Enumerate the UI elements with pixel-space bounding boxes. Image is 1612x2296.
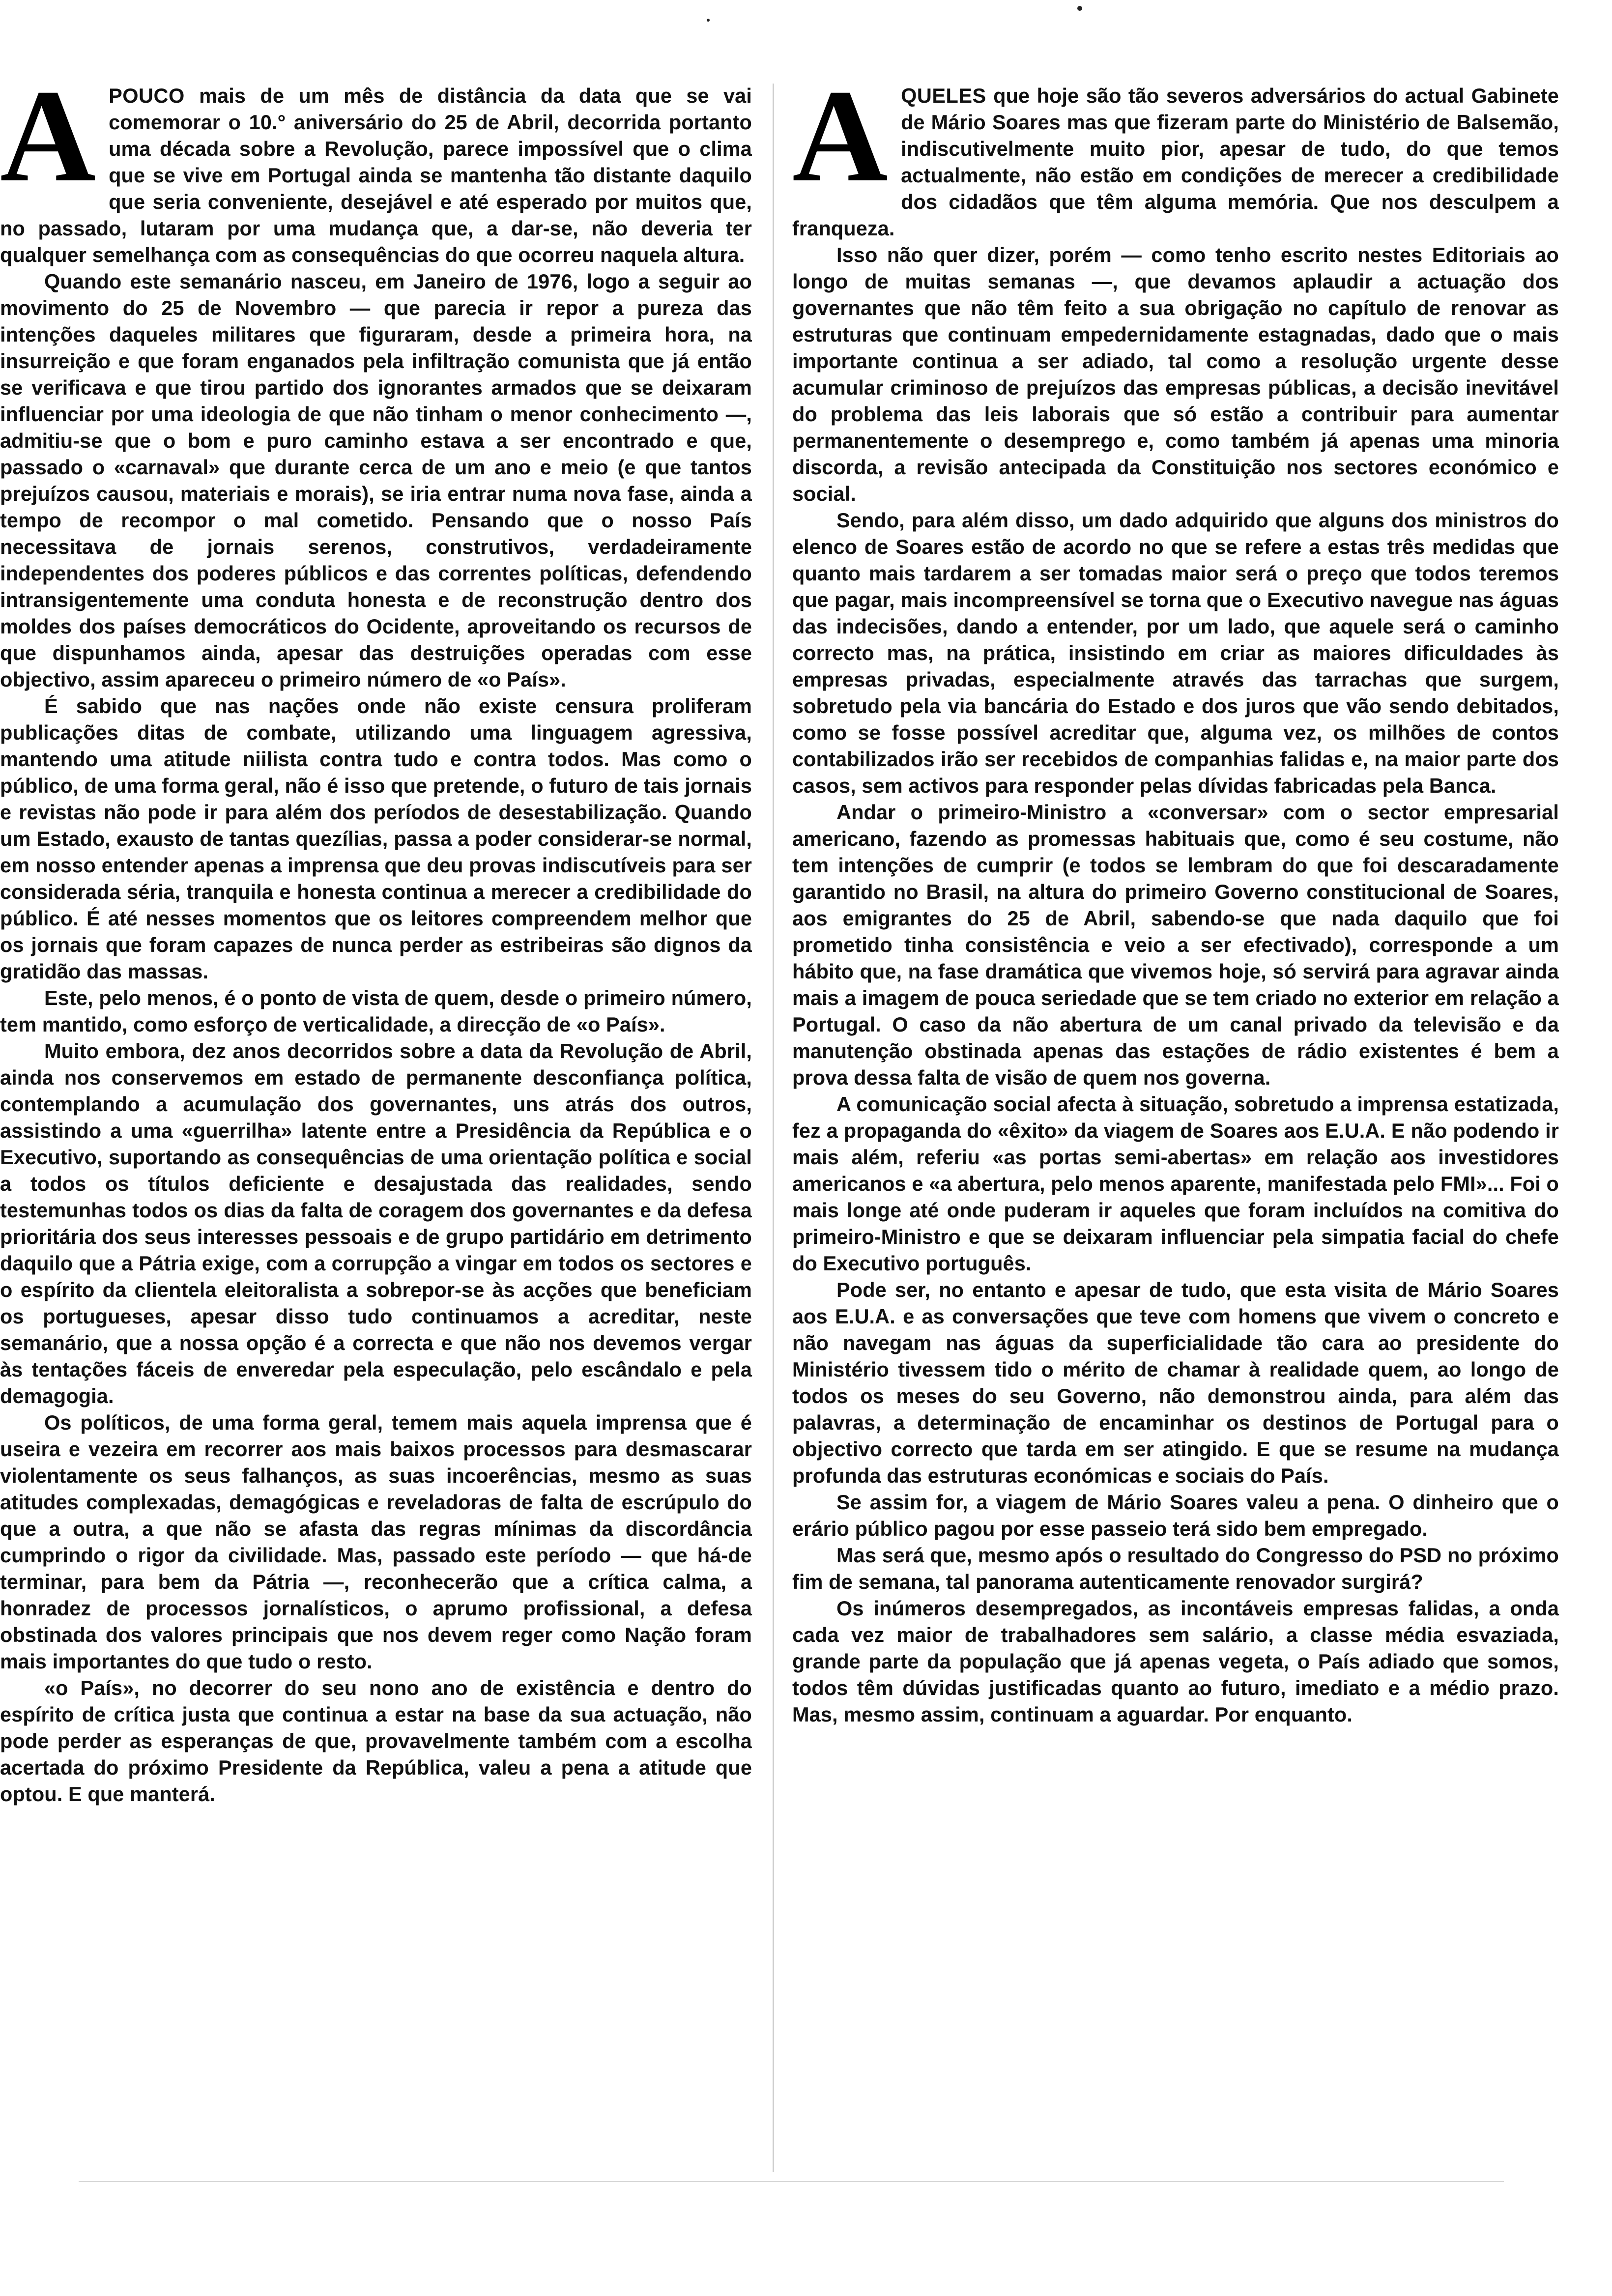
left-lead-text: mais de um mês de distância da data que se vai comemorar o 10.° aniversário do 25 de Abril, decorrida portanto uma década sobre a Revolução, parece impossível que o clima que se vive em Portugal ainda se mantenha tão distante daquilo que seria conveniente, desejável e até esperado por muitos que, no passado, lutaram por uma mudança que, a dar-se, não deveria ter qualquer semelhança com as consequências do que ocorreu naquela altura. bbox=[0, 84, 752, 266]
left-paragraph: Muito embora, dez anos decorridos sobre a data da Revolução de Abril, ainda nos conservemos em estado de permanente desconfiança política, contemplando a acumulação dos governantes, uns atrás dos outros, assistindo a uma «guerrilha» latente entre a Presidência da República e o Executivo, suportando as consequências de uma orientação política e social a todos os títulos deficiente e desajustada das realidades, sendo testemunhas todos os dias da falta de coragem dos governantes e da defesa prioritária dos seus interesses pessoais e de grupo partidário em detrimento daquilo que a Pátria exige, com a corrupção a vingar em todos os sectores e o espírito da clientela eleitoralista a sobrepor-se às acções que beneficiam os portugueses, apesar disso tudo continuamos a acreditar, neste semanário, que a nossa opção é a correcta e que não nos devemos vergar às tentações fáceis de enveredar pela especulação, pelo escândalo e pela demagogia. bbox=[0, 1039, 752, 1407]
left-paragraph: Este, pelo menos, é o ponto de vista de quem, desde o primeiro número, tem mantido, como esforço de verticalidade, a direcção de «o País». bbox=[0, 986, 752, 1036]
right-column bbox=[792, 62, 1559, 1728]
left-paragraph: «o País», no decorrer do seu nono ano de existência e dentro do espírito de crítica justa que continua a estar na base da sua actuação, não pode perder as esperanças de que, provavelmente também com a escolha acertada do próximo Presidente da República, valeu a pena a atitude que optou. E que manterá. bbox=[0, 1676, 752, 1806]
left-lead-paragraph bbox=[0, 62, 752, 268]
right-lead-text: que hoje são tão severos adversários do actual Gabinete de Mário Soares mas que fizeram parte do Ministério de Balsemão, indiscutivelmente muito pior, apesar de tudo, do que temos actualmente, não estão em condições de merecer a credibilidade dos cidadãos que têm alguma memória. Que nos desculpem a franqueza. bbox=[792, 84, 1559, 240]
right-lead-word: QUELES bbox=[901, 84, 986, 107]
left-paragraph: É sabido que nas nações onde não existe censura proliferam publicações ditas de combate, utilizando uma linguagem agressiva, mantendo uma atitude niilista contra tudo e contra todos. Mas como o público, de uma forma geral, não é isso que pretende, o futuro de tais jornais e revistas não pode ir para além dos períodos de desestabilização. Quando um Estado, exausto de tantas quezílias, passa a poder considerar-se normal, em nosso entender apenas a imprensa que deu provas indiscutíveis para ser considerada séria, tranquila e honesta continua a merecer a credibilidade do público. É até nesses momentos que os leitores compreendem melhor que os jornais que foram capazes de nunca perder as estribeiras são dignos da gratidão das massas. bbox=[0, 694, 752, 983]
left-paragraph: Quando este semanário nasceu, em Janeiro de 1976, logo a seguir ao movimento do 25 de Novembro — que parecia ir repor a pureza das intenções daqueles militares que figuraram, desde a primeira hora, na insurreição e que foram enganados pela infiltração comunista que já então se verificava e que tirou partido dos ignorantes armados que se deixaram influenciar por uma ideologia de que não tinham o menor conhecimento —, admitiu-se que o bom e puro caminho estava a ser encontrado e que, passado o «carnaval» que durante cerca de um ano e meio (e que tantos prejuízos causou, materiais e morais), se iria entrar numa nova fase, ainda a tempo de recompor o mal cometido. Pensando que o nosso País necessitava de jornais serenos, construtivos, verdadeiramente independentes dos poderes públicos e das correntes políticas, defendendo intransigentemente uma conduta honesta e de reconstrução dentro dos moldes dos países democráticos do Ocidente, aproveitando os recursos de que dispunhamos ainda, apesar das destruições operadas com esse objectivo, assim apareceu o primeiro número de «o País». bbox=[0, 270, 752, 691]
right-lead-paragraph bbox=[792, 62, 1559, 242]
left-paragraph: Os políticos, de uma forma geral, temem mais aquela imprensa que é useira e vezeira em recorrer aos mais baixos processos para desmascarar violentamente os seus falhanços, as suas incoerências, mesmo as suas atitudes complexadas, demagógicas e reveladoras de falta de escrúpulo do que a outra, a que não se afasta das regras mínimas da discordância cumprindo o rigor da civilidade. Mas, passado este período — que há-de terminar, para bem da Pátria —, reconhecerão que a crítica calma, a honradez de processos jornalísticos, o aprumo profissional, a defesa obstinada dos valores principais que nos devem reger como Nação foram mais importantes do que tudo o resto. bbox=[0, 1411, 752, 1673]
right-paragraph: Isso não quer dizer, porém — como tenho escrito nestes Editoriais ao longo de muitas semanas —, que devamos aplaudir a actuação dos governantes que não têm feito a sua obrigação no capítulo de renovar as estruturas que continuam empedernidamente estagnadas, dado que o mais importante continua a ser adiado, tal como a resolução urgente desse acumular criminoso de prejuízos das empresas públicas, a decisão inevitável do problema das leis laborais que só estão a contribuir para aumentar permanentemente o desemprego e, como também já apenas uma minoria discorda, a revisão antecipada da Constituição nos sectores económico e social. bbox=[792, 243, 1559, 505]
left-dropcap: A bbox=[0, 62, 96, 209]
print-speck bbox=[1077, 6, 1082, 11]
print-speck bbox=[707, 19, 710, 22]
right-paragraph: A comunicação social afecta à situação, sobretudo a imprensa estatizada, fez a propaganda do «êxito» da viagem de Soares aos E.U.A. E não podendo ir mais além, referiu «as portas semi-abertas» em relação aos investidores americanos e «a abertura, pelo menos aparente, manifestada pelo FMI»... Foi o mais longe até onde puderam ir aqueles que foram incluídos na comitiva do primeiro-Ministro e que se deixaram influenciar pela simpatia facial do chefe do Executivo português. bbox=[792, 1092, 1559, 1275]
right-paragraph: Mas será que, mesmo após o resultado do Congresso do PSD no próximo fim de semana, tal panorama autenticamente renovador surgirá? bbox=[792, 1544, 1559, 1593]
left-lead-word: POUCO bbox=[109, 84, 185, 107]
right-paragraph: Os inúmeros desempregados, as incontáveis empresas falidas, a onda cada vez maior de trabalhadores sem salário, a classe média esvaziada, grande parte da população que já apenas vegeta, o País adiado que somos, todos têm dúvidas justificadas quanto ao futuro, imediato e a médio prazo. Mas, mesmo assim, continuam a aguardar. Por enquanto. bbox=[792, 1597, 1559, 1726]
left-column bbox=[0, 62, 752, 1808]
right-paragraph: Andar o primeiro-Ministro a «conversar» com o sector empresarial americano, fazendo as promessas habituais que, como é seu costume, não tem intenções de cumprir (e todos se lembram do que foi descaradamente garantido no Brasil, na altura do primeiro Governo constitucional de Soares, aos emigrantes do 25 de Abril, sabendo-se que nada daquilo que foi prometido tinha consistência e veio a ser efectivado), corresponde a um hábito que, na fase dramática que vivemos hoje, só servirá para agravar ainda mais a imagem de pouca seriedade que se tem criado no exterior em relação a Portugal. O caso da não abertura de um canal privado da televisão e da manutenção obstinada apenas das estações de rádio existentes é bem a prova dessa falta de visão de quem nos governa. bbox=[792, 801, 1559, 1089]
column-divider bbox=[773, 84, 774, 2172]
bottom-rule bbox=[79, 2181, 1504, 2182]
right-dropcap: A bbox=[792, 62, 889, 209]
right-paragraph: Se assim for, a viagem de Mário Soares valeu a pena. O dinheiro que o erário público pagou por esse passeio terá sido bem empregado. bbox=[792, 1491, 1559, 1540]
right-paragraph: Pode ser, no entanto e apesar de tudo, que esta visita de Mário Soares aos E.U.A. e as conversações que teve com homens que vivem o concreto e não navegam nas águas da superficialidade tão cara ao presidente do Ministério tivessem tido o mérito de chamar à realidade quem, ao longo de todos os meses do seu Governo, não demonstrou ainda, para além das palavras, a determinação de encaminhar os destinos de Portugal para o objectivo correcto que tarda em ser atingido. E que se resume na mudança profunda das estruturas económicas e sociais do País. bbox=[792, 1278, 1559, 1487]
right-paragraph: Sendo, para além disso, um dado adquirido que alguns dos ministros do elenco de Soares estão de acordo no que se refere a estas três medidas que quanto mais tardarem a ser tomadas maior será o preço que todos teremos que pagar, mais incompreensível se torna que o Executivo navegue nas águas das indecisões, dando a entender, por um lado, que aquele será o caminho correcto mas, na prática, insistindo em criar as maiores dificuldades às empresas privadas, especialmente através das tarrachas que surgem, sobretudo pela via bancária do Estado e dos juros que vão sendo debitados, como se fosse possível acreditar que, alguma vez, os milhões de contos contabilizados irão ser recebidos de companhias falidas e, na maior parte dos casos, sem activos para responder pelas dívidas fabricadas pela Banca. bbox=[792, 509, 1559, 797]
